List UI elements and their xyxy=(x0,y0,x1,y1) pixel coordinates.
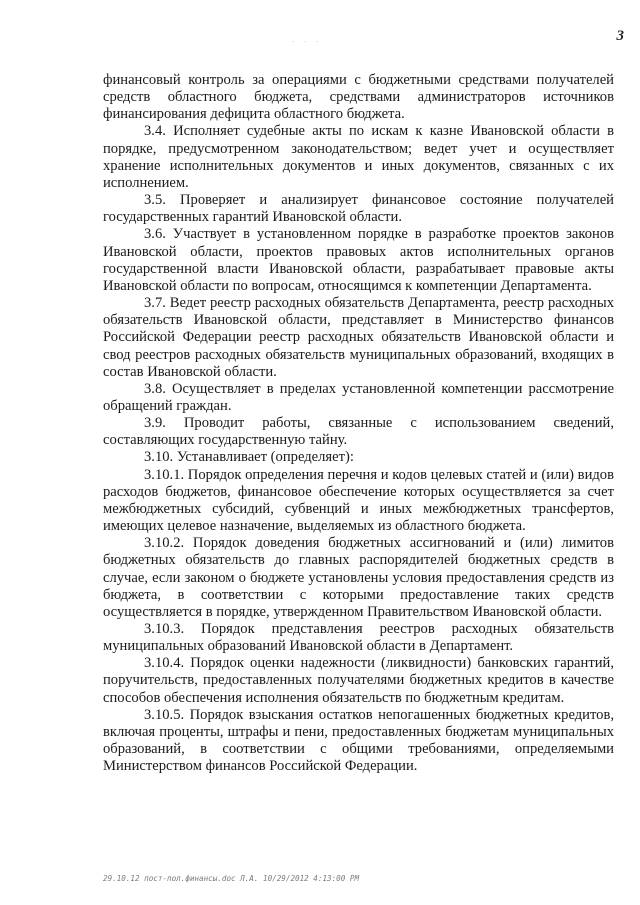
paragraph-3-10-5: 3.10.5. Порядок взыскания остатков непогашенных бюджетных кредитов, включая проценты, штрафы и пени, предоставленных бюджетам муниципальных образований, в соответствии с общими требованиями, определяемыми Министерством финансов Российской Федерации. xyxy=(103,706,614,775)
document-footer: 29.10.12 пост-пол.финансы.doc Л.А. 10/29/2012 4:13:00 PM xyxy=(103,874,360,883)
paragraph-3-7: 3.7. Ведет реестр расходных обязательств Департамента, реестр расходных обязательств Ивановской области, представляет в Министерство финансов Российской Федерации реестр расходных обязательств Ивановской области и свод реестров расходных обязательств муниципальных образований, входящих в состав Ивановской области. xyxy=(103,295,614,380)
paragraph-3-9: 3.9. Проводит работы, связанные с использованием сведений, составляющих государственную тайну. xyxy=(103,415,614,449)
page-number: 3 xyxy=(616,28,624,44)
paragraph-3-8: 3.8. Осуществляет в пределах установленной компетенции рассмотрение обращений граждан. xyxy=(103,380,614,414)
document-body xyxy=(103,72,614,775)
paragraph-3-10-3: 3.10.3. Порядок представления реестров расходных обязательств муниципальных образований Ивановской области в Департамент. xyxy=(103,621,614,655)
paragraph-3-10-1: 3.10.1. Порядок определения перечня и кодов целевых статей и (или) видов расходов бюджетов, финансовое обеспечение которых осуществляется за счет межбюджетных субсидий, субвенций и иных межбюджетных трансфертов, имеющих целевое назначение, выделяемых из областного бюджета. xyxy=(103,466,614,535)
paragraph-3-4: 3.4. Исполняет судебные акты по искам к казне Ивановской области в порядке, предусмотренном законодательством; ведет учет и осуществляет хранение исполнительных документов и иных документов, связанных с их исполнением. xyxy=(103,123,614,191)
paragraph-3-10-2: 3.10.2. Порядок доведения бюджетных ассигнований и (или) лимитов бюджетных обязательств до главных распорядителей бюджетных средств в случае, если законом о бюджете установлены условия предоставления средств из бюджета, в соответствии с которыми предоставление таких средств осуществляется в порядке, утвержденном Правительством Ивановской области. xyxy=(103,535,614,620)
paragraph-3-10-4: 3.10.4. Порядок оценки надежности (ликвидности) банковских гарантий, поручительств, предоставленных получателями бюджетных кредитов в качестве способов обеспечения исполнения обязательств по бюджетным кредитам. xyxy=(103,655,614,706)
paragraph-3-10: 3.10. Устанавливает (определяет): xyxy=(144,449,354,466)
scan-specks: · · · xyxy=(292,38,323,46)
paragraph-continuation: финансовый контроль за операциями с бюджетными средствами получателей средств областного бюджета, средствами администраторов источников финансирования дефицита областного бюджета. xyxy=(103,72,614,123)
paragraph-3-5: 3.5. Проверяет и анализирует финансовое состояние получателей государственных гарантий Ивановской области. xyxy=(103,192,614,226)
paragraph-3-6: 3.6. Участвует в установленном порядке в разработке проектов законов Ивановской области, проектов правовых актов исполнительных органов государственной власти Ивановской области, разрабатывает правовые акты Ивановской области по вопросам, относящимся к компетенции Департамента. xyxy=(103,226,614,294)
